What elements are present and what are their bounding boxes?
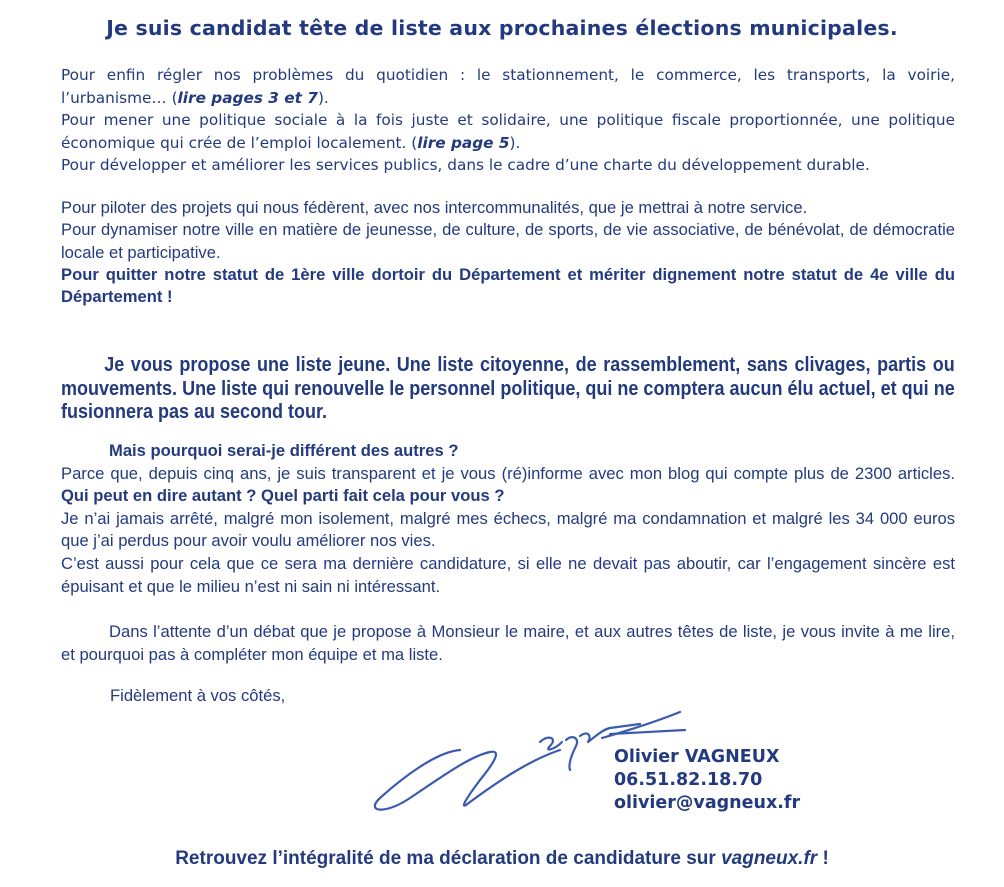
goals-section [61, 197, 955, 308]
website-link[interactable]: vagneux.fr [721, 848, 818, 869]
difference-question: Mais pourquoi serai-je différent des autres ? [109, 441, 459, 460]
paragraph-public-services: Pour développer et améliorer les services publics, dans le cadre d’une charte du développement durable. [61, 156, 870, 174]
paragraph-blog: Parce que, depuis cinq ans, je suis transparent et je vous (ré)informe avec mon blog qui compte plus de 2300 articles. Qui peut en dire autant ? Quel parti fait cela pour vous ? [61, 463, 955, 506]
closing-line: Fidèlement à vos côtés, [110, 686, 286, 705]
contact-phone[interactable]: 06.51.82.18.70 [614, 770, 763, 790]
contact-email[interactable]: olivier@vagneux.fr [614, 793, 801, 813]
paragraph-dynamize: Pour dynamiser notre ville en matière de jeunesse, de culture, de sports, de vie associative, de bénévolat, de démocratie locale et participative. [61, 220, 955, 262]
proposal-section [61, 354, 955, 425]
paragraph-social-policy: Pour mener une politique sociale à la fois juste et solidaire, une politique fiscale proportionnée, une politique économique qui crée de l’emploi localement. (lire page 5). [61, 111, 955, 152]
difference-section [61, 440, 955, 598]
contact-name: Olivier VAGNEUX [614, 747, 780, 767]
page-reference: lire pages 3 et 7 [177, 88, 318, 107]
footer-callout: Retrouvez l’intégralité de ma déclaration de candidature sur vagneux.fr ! [175, 848, 829, 869]
paragraph-persistence: Je n’ai jamais arrêté, malgré mon isolement, malgré mes échecs, malgré ma condamnation et malgré les 34 000 euros que j’ai perdus pour avoir voulu améliorer nos vies. [61, 508, 955, 551]
paragraph-dormitory-town: Pour quitter notre statut de 1ère ville dortoir du Département et mériter dignement notre statut de 4e ville du Département ! [61, 264, 955, 307]
page-reference: lire page 5 [417, 133, 510, 152]
contact-block [614, 746, 800, 815]
proposal-text: Je vous propose une liste jeune. Une liste citoyenne, de rassemblement, sans clivages, partis ou mouvements. Une liste qui renouvelle le personnel politique, qui ne comptera aucun élu actuel, et qui ne fusionnera pas au second tour. [61, 354, 955, 423]
paragraph-last-candidacy: C’est aussi pour cela que ce sera ma dernière candidature, si elle ne devait pas aboutir, car l’engagement sincère est épuisant et que le milieu n’est ni sain ni intéressant. [61, 553, 955, 596]
paragraph-projects: Pour piloter des projets qui nous fédèrent, avec nos intercommunalités, que je mettrai à notre service. [61, 198, 808, 217]
intro-section [61, 64, 955, 177]
invitation-section [61, 621, 955, 666]
paragraph-daily-issues: Pour enfin régler nos problèmes du quotidien : le stationnement, le commerce, les transports, la voirie, l’urbanisme… (lire pages 3 et 7). [61, 66, 955, 107]
page-title: Je suis candidat tête de liste aux prochaines élections municipales. [106, 16, 898, 40]
paragraph-invitation: Dans l’attente d’un débat que je propose à Monsieur le maire, et aux autres têtes de liste, je vous invite à me lire, et pourquoi pas à compléter mon équipe et ma liste. [61, 622, 955, 664]
